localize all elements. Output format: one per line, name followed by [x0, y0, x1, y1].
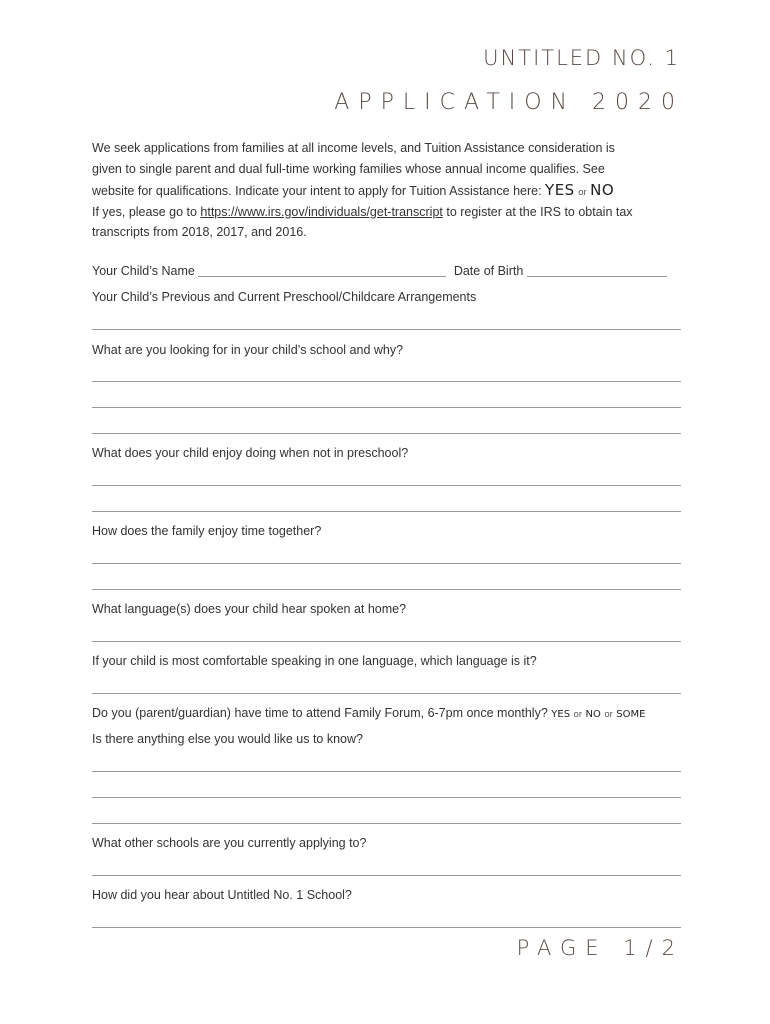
intro-line-3-text: website for qualifications. Indicate your intent to apply for Tuition Assistance here:: [92, 184, 542, 198]
school-title: UNTITLED NO. 1: [483, 46, 680, 70]
intro-line-4-pre: If yes, please go to: [92, 205, 201, 219]
intro-line-5: transcripts from 2018, 2017, and 2016.: [92, 225, 307, 239]
forum-yes-option[interactable]: YES: [551, 709, 571, 720]
question-home-languages: What language(s) does your child hear spoken at home?: [92, 602, 407, 616]
intro-line-4-post: to register at the IRS to obtain tax: [442, 205, 633, 219]
intro-line-1: We seek applications from families at all income levels, and Tuition Assistance consideration is: [92, 141, 615, 155]
dob-field[interactable]: [527, 262, 667, 277]
tuition-yes-option[interactable]: YES: [545, 181, 575, 199]
question-family-forum-text: Do you (parent/guardian) have time to attend Family Forum, 6-7pm once monthly?: [92, 706, 548, 720]
forum-or: or: [573, 709, 582, 720]
question-anything-else: Is there anything else you would like us to know?: [92, 732, 363, 746]
answer-line[interactable]: [92, 485, 681, 486]
child-name-row: [92, 261, 667, 281]
answer-line[interactable]: [92, 693, 681, 694]
answer-line[interactable]: [92, 511, 681, 512]
answer-line[interactable]: [92, 407, 681, 408]
answer-line[interactable]: [92, 589, 681, 590]
irs-transcript-link[interactable]: https://www.irs.gov/individuals/get-transcript: [200, 205, 443, 219]
tuition-no-option[interactable]: NO: [590, 181, 615, 199]
question-other-schools: What other schools are you currently applying to?: [92, 836, 367, 850]
intro-line-2: given to single parent and dual full-time working families whose annual income qualifies. See: [92, 162, 605, 176]
question-child-enjoys: What does your child enjoy doing when not in preschool?: [92, 446, 409, 460]
child-name-label: Your Child’s Name: [92, 264, 195, 278]
answer-line[interactable]: [92, 641, 681, 642]
question-family-time: How does the family enjoy time together?: [92, 524, 322, 538]
forum-some-option[interactable]: SOME: [616, 709, 646, 720]
tuition-or: or: [578, 187, 587, 198]
answer-line[interactable]: [92, 797, 681, 798]
question-prev-preschool: Your Child’s Previous and Current Preschool/Childcare Arrangements: [92, 290, 477, 304]
child-name-field[interactable]: [198, 262, 446, 277]
forum-no-option[interactable]: NO: [585, 709, 601, 720]
forum-or: or: [604, 709, 613, 720]
answer-line[interactable]: [92, 927, 681, 928]
answer-line[interactable]: [92, 433, 681, 434]
answer-line[interactable]: [92, 875, 681, 876]
question-comfortable-language: If your child is most comfortable speaking in one language, which language is it?: [92, 654, 537, 668]
intro-line-3: [92, 180, 614, 203]
intro-line-4: [92, 202, 633, 222]
question-school-expectations: What are you looking for in your child’s school and why?: [92, 343, 404, 357]
answer-line[interactable]: [92, 771, 681, 772]
question-family-forum: [92, 703, 645, 725]
answer-line[interactable]: [92, 381, 681, 382]
form-title: APPLICATION 2020: [334, 90, 684, 115]
page-number: PAGE 1/2: [516, 936, 684, 960]
question-hear-about: How did you hear about Untitled No. 1 School?: [92, 888, 352, 902]
dob-label: Date of Birth: [453, 264, 524, 278]
answer-line[interactable]: [92, 329, 681, 330]
answer-line[interactable]: [92, 563, 681, 564]
answer-line[interactable]: [92, 823, 681, 824]
